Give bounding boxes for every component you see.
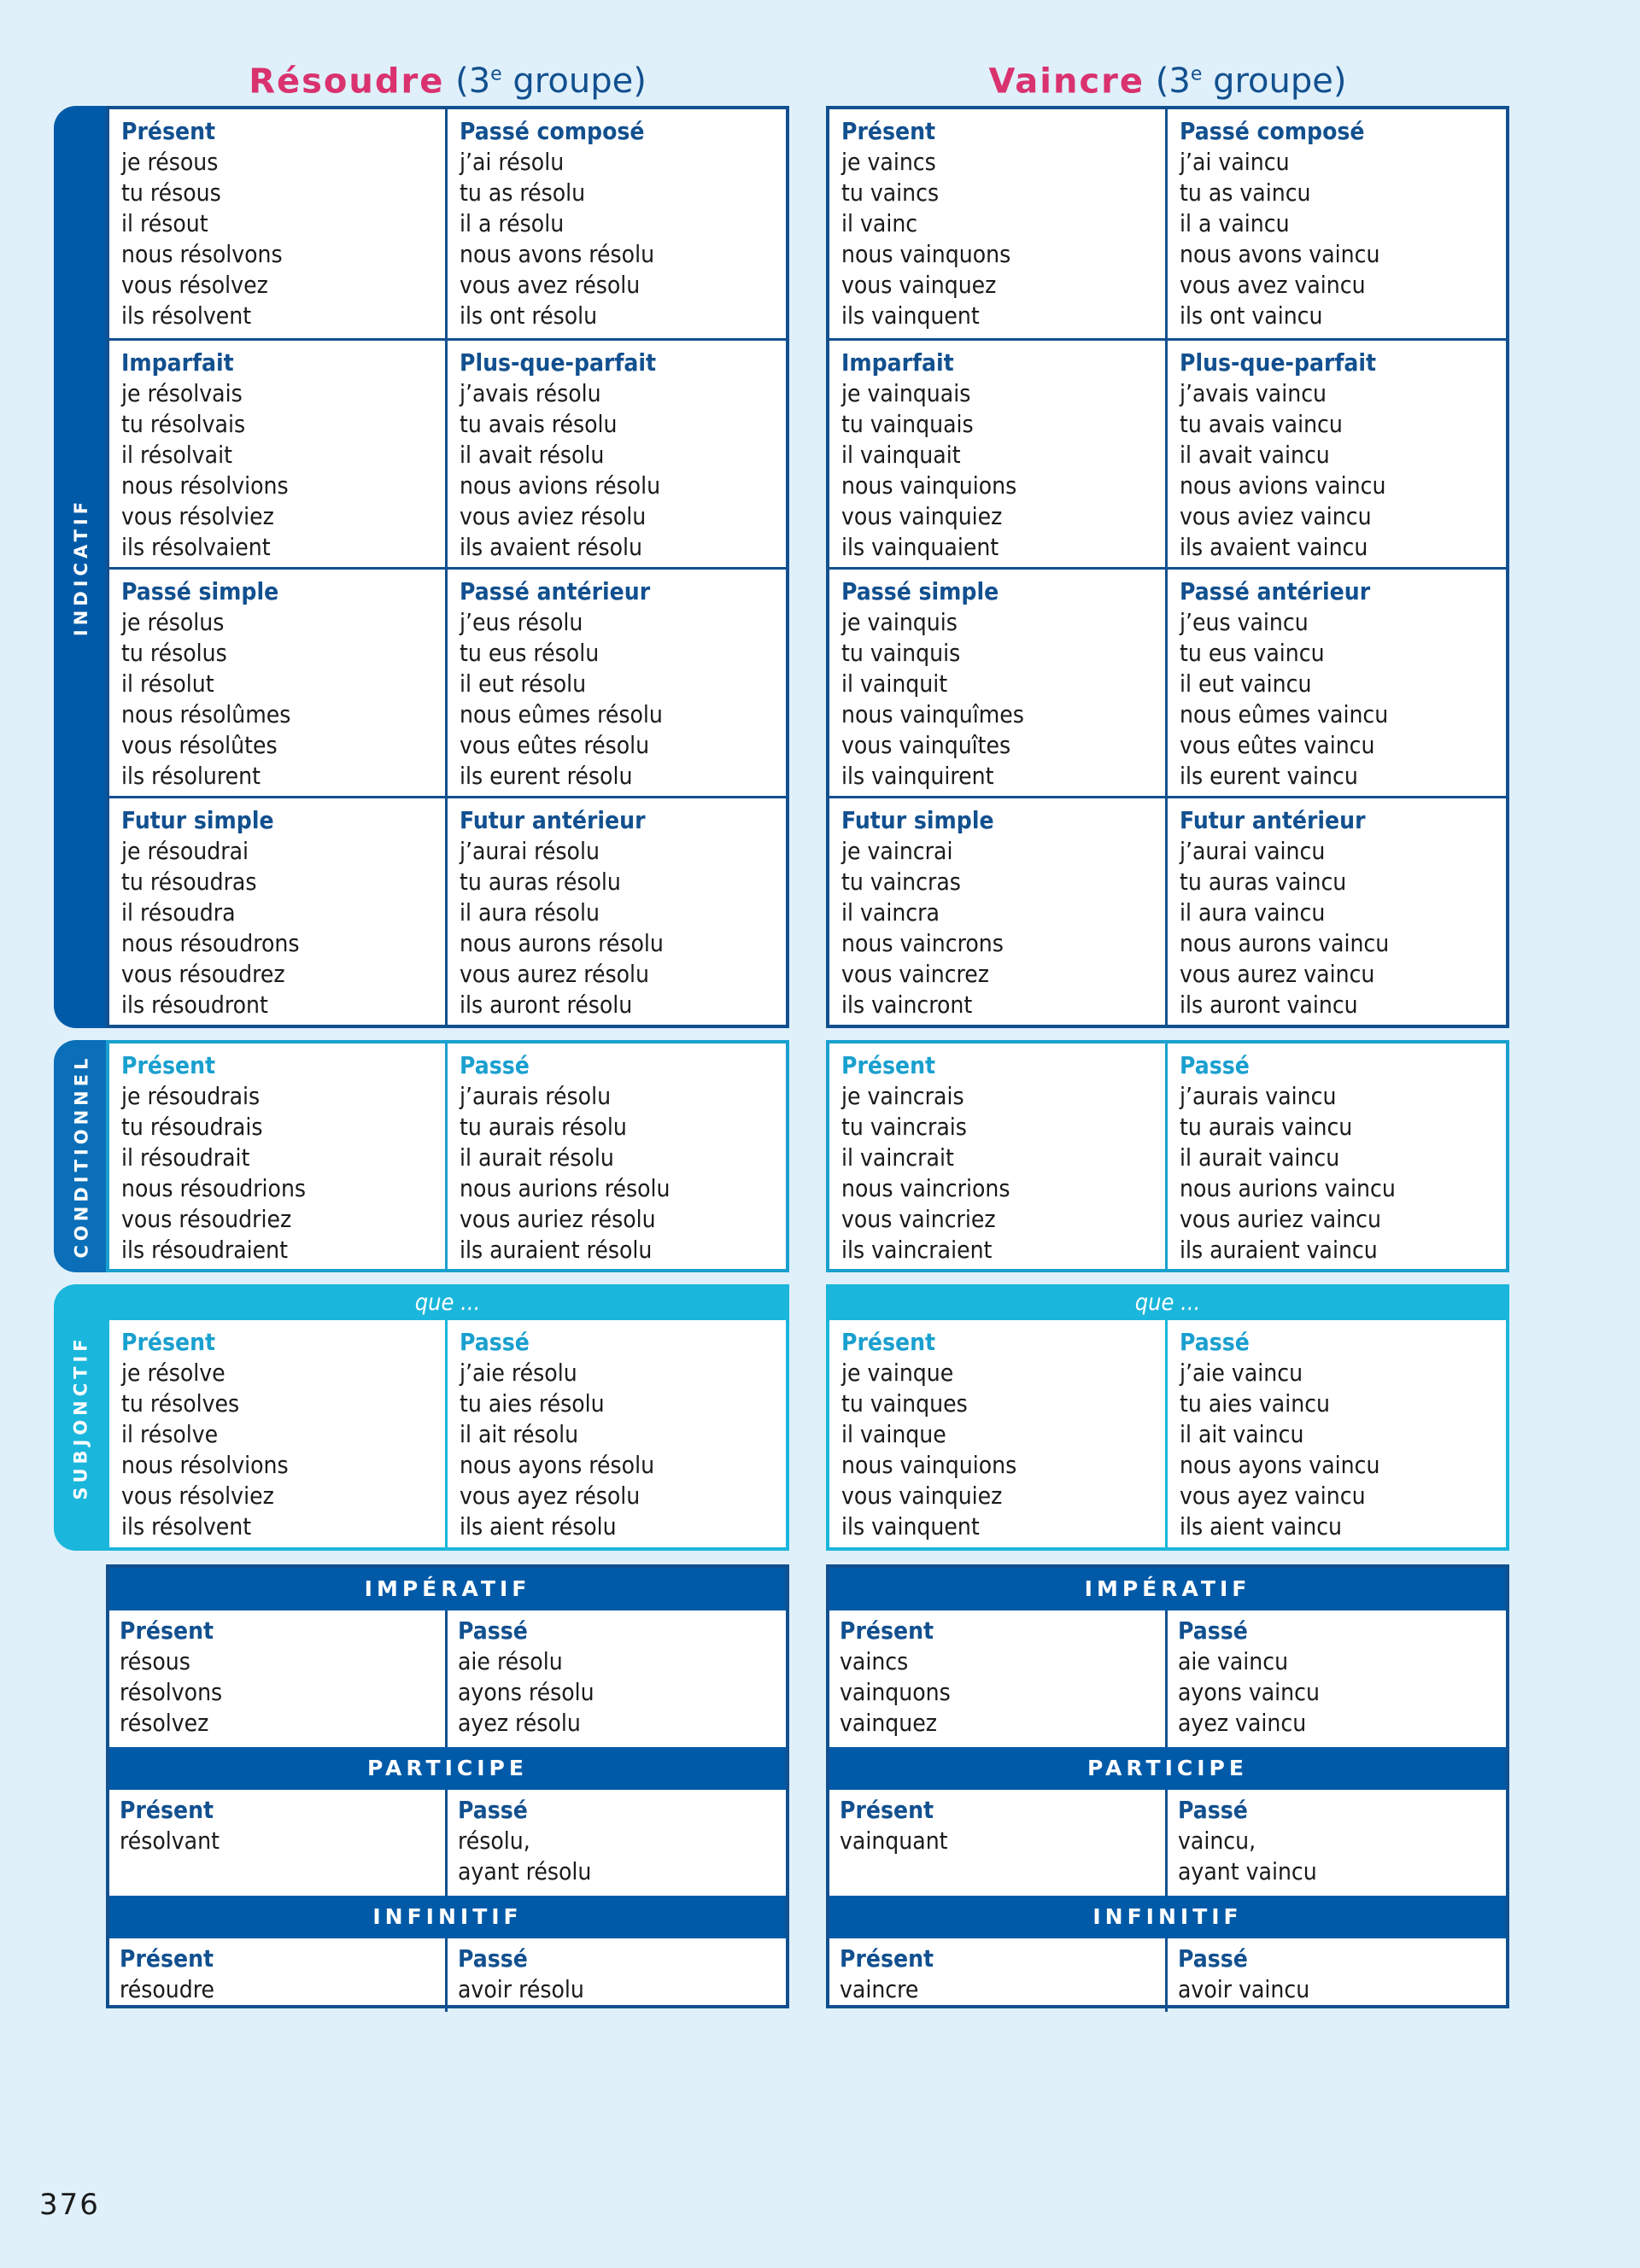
tense-name: Passé: [458, 1796, 528, 1824]
conjugated-form: j’eus résolu: [460, 608, 583, 636]
conjugated-form: ayez vaincu: [1178, 1709, 1307, 1737]
conjugated-form: ils ont résolu: [460, 301, 598, 330]
conjugated-form: tu vainques: [841, 1389, 968, 1418]
conjugated-form: il vainc: [841, 209, 918, 237]
conjugated-form: vous résolviez: [121, 1482, 274, 1510]
conjugated-form: il aurait résolu: [460, 1143, 614, 1172]
conjugated-form: tu résous: [121, 178, 221, 207]
tense-cell: [448, 1043, 786, 1269]
conjugated-form: vous avez vaincu: [1180, 271, 1366, 299]
conjugated-form: avoir résolu: [458, 1975, 584, 2003]
conjugated-form: tu eus vaincu: [1180, 639, 1325, 667]
conjugated-form: nous ayons vaincu: [1180, 1451, 1380, 1479]
conjugated-form: tu avais vaincu: [1180, 410, 1343, 438]
tense-name: Présent: [841, 1328, 936, 1356]
conjugated-form: nous avions vaincu: [1180, 471, 1386, 500]
conjugated-form: vous aviez résolu: [460, 502, 647, 530]
tense-cell: [1168, 796, 1506, 1025]
conjugated-form: tu auras vaincu: [1180, 868, 1347, 896]
tense-name: Futur antérieur: [1180, 806, 1366, 834]
tense-cell: [109, 1790, 448, 1896]
conjugated-form: nous vainquons: [841, 240, 1011, 268]
section-body-participe: [109, 1790, 786, 1896]
conjugated-form: nous vainquions: [841, 471, 1017, 500]
conjugated-form: vous auriez vaincu: [1180, 1205, 1382, 1233]
conjugated-form: nous avions résolu: [460, 471, 661, 500]
conjugated-form: je résoudrai: [121, 837, 249, 865]
tense-cell: [829, 1610, 1168, 1747]
conjugated-form: ils avaient vaincu: [1180, 533, 1368, 561]
tense-cell: [109, 1320, 448, 1547]
tense-name: Passé composé: [460, 117, 645, 145]
conjugated-form: aie vaincu: [1178, 1647, 1289, 1675]
tense-cell: [448, 1610, 786, 1747]
tense-name: Passé simple: [121, 577, 279, 605]
conjugated-form: tu résoudras: [121, 868, 257, 896]
mood-tab-indicatif: INDICATIF: [54, 106, 108, 1028]
tense-name: Passé: [1180, 1328, 1250, 1356]
conjugated-form: il avait vaincu: [1180, 441, 1330, 469]
conjugated-form: ils résolvent: [121, 1512, 252, 1540]
tense-cell: [448, 338, 786, 567]
conjugated-form: il vaincra: [841, 898, 940, 926]
bottom-moods-box: [106, 1564, 789, 2008]
conjugated-form: ils vainquirent: [841, 762, 994, 790]
conjugated-form: vous ayez vaincu: [1180, 1482, 1366, 1510]
conjugated-form: tu résolus: [121, 639, 227, 667]
tense-name: Présent: [121, 1328, 216, 1356]
tense-cell: [109, 567, 448, 796]
conjugated-form: tu vaincras: [841, 868, 961, 896]
section-header-participe: PARTICIPE: [829, 1747, 1506, 1790]
que-bar: que ...: [826, 1284, 1509, 1322]
tense-cell: [1168, 338, 1506, 567]
conjugated-form: je vainque: [841, 1359, 954, 1387]
conditionnel-table: [106, 1040, 789, 1272]
conjugated-form: il a résolu: [460, 209, 565, 237]
conjugated-form: vainquez: [840, 1709, 937, 1737]
conjugated-form: ayant résolu: [458, 1857, 592, 1885]
tense-name: Passé: [460, 1328, 530, 1356]
conjugated-form: il ait vaincu: [1180, 1420, 1304, 1448]
tense-name: Futur simple: [121, 806, 274, 834]
conjugated-form: il vaincrait: [841, 1143, 954, 1172]
conjugated-form: je résolve: [121, 1359, 226, 1387]
conjugated-form: ils eurent résolu: [460, 762, 633, 790]
conjugated-form: nous résolûmes: [121, 700, 291, 728]
conjugated-form: il résolve: [121, 1420, 219, 1448]
conjugated-form: ils aient vaincu: [1180, 1512, 1343, 1540]
conjugated-form: résoudre: [120, 1975, 214, 2003]
tense-name: Présent: [120, 1616, 214, 1645]
tense-name: Plus-que-parfait: [460, 348, 657, 377]
conjugated-form: il résolvait: [121, 441, 232, 469]
conjugated-form: il résout: [121, 209, 208, 237]
indicatif-table: [106, 106, 789, 1028]
section-header-participe: PARTICIPE: [109, 1747, 786, 1790]
tense-name: Présent: [121, 117, 216, 145]
conjugated-form: j’ai vaincu: [1180, 148, 1290, 176]
conjugated-form: vous résoudrez: [121, 960, 285, 988]
tense-name: Présent: [840, 1616, 934, 1645]
conjugated-form: j’eus vaincu: [1180, 608, 1309, 636]
tense-name: Présent: [841, 117, 936, 145]
conjugated-form: nous résolvions: [121, 1451, 289, 1479]
tense-name: Passé antérieur: [1180, 577, 1371, 605]
conjugated-form: tu aurais vaincu: [1180, 1113, 1353, 1141]
conjugated-form: ils aient résolu: [460, 1512, 617, 1540]
tense-name: Présent: [841, 1051, 936, 1079]
tense-cell: [1168, 1938, 1506, 2012]
tense-cell: [1168, 1043, 1506, 1269]
tense-name: Présent: [121, 1051, 216, 1079]
conjugated-form: tu avais résolu: [460, 410, 618, 438]
tense-cell: [1168, 1790, 1506, 1896]
tense-cell: [829, 338, 1168, 567]
tense-name: Futur antérieur: [460, 806, 646, 834]
bottom-moods-box: [826, 1564, 1509, 2008]
tense-name: Passé simple: [841, 577, 999, 605]
conjugated-form: je résous: [121, 148, 219, 176]
verb-title: [826, 53, 1509, 102]
conjugated-form: tu as vaincu: [1180, 178, 1311, 207]
conjugated-form: vainquant: [840, 1827, 948, 1855]
conjugated-form: ils résolurent: [121, 762, 261, 790]
tense-cell: [109, 1043, 448, 1269]
section-header-infinitif: INFINITIF: [829, 1896, 1506, 1938]
conjugated-form: tu vaincrais: [841, 1113, 967, 1141]
conjugated-form: résolvez: [120, 1709, 209, 1737]
conjugated-form: ils auront résolu: [460, 991, 633, 1019]
conjugated-form: tu vainquais: [841, 410, 974, 438]
tense-name: Passé: [458, 1944, 528, 1973]
section-body-imperatif: [109, 1610, 786, 1747]
tense-cell: [109, 338, 448, 567]
conjugated-form: nous résolvons: [121, 240, 283, 268]
conjugated-form: ils vainquent: [841, 1512, 980, 1540]
tense-cell: [448, 796, 786, 1025]
tense-name: Futur simple: [841, 806, 994, 834]
conjugated-form: j’aie résolu: [460, 1359, 577, 1387]
conjugated-form: j’aurais vaincu: [1180, 1082, 1337, 1110]
conjugated-form: résous: [120, 1647, 190, 1675]
conjugated-form: il avait résolu: [460, 441, 605, 469]
conjugated-form: ayons vaincu: [1178, 1678, 1320, 1706]
tense-cell: [109, 109, 448, 338]
conjugated-form: nous vaincrons: [841, 929, 1004, 957]
conjugated-form: vous aurez résolu: [460, 960, 650, 988]
conjugated-form: nous vainquîmes: [841, 700, 1024, 728]
tense-cell: [448, 1790, 786, 1896]
conjugated-form: ils résolvent: [121, 301, 252, 330]
conjugated-form: tu auras résolu: [460, 868, 621, 896]
conjugated-form: il résoudra: [121, 898, 236, 926]
conjugated-form: ils auront vaincu: [1180, 991, 1358, 1019]
conjugated-form: ils auraient vaincu: [1180, 1236, 1378, 1264]
conjugated-form: ils ont vaincu: [1180, 301, 1323, 330]
conjugated-form: j’avais résolu: [460, 379, 601, 407]
conjugated-form: résolvant: [120, 1827, 220, 1855]
section-body-participe: [829, 1790, 1506, 1896]
conjugated-form: il aura vaincu: [1180, 898, 1326, 926]
tense-name: Passé: [458, 1616, 528, 1645]
conjugated-form: tu eus résolu: [460, 639, 600, 667]
tense-cell: [829, 567, 1168, 796]
conjugated-form: nous aurions vaincu: [1180, 1174, 1396, 1202]
verb-group: (3e groupe): [1155, 61, 1347, 102]
conjugated-form: tu aies résolu: [460, 1389, 605, 1418]
conjugated-form: il vainquit: [841, 669, 948, 698]
conjugated-form: vous aurez vaincu: [1180, 960, 1375, 988]
conjugated-form: ils avaient résolu: [460, 533, 642, 561]
conjugated-form: vous eûtes résolu: [460, 731, 650, 759]
tense-name: Présent: [840, 1944, 934, 1973]
conjugated-form: nous aurons vaincu: [1180, 929, 1390, 957]
tense-cell: [448, 1320, 786, 1547]
verb-name: Vaincre: [988, 61, 1145, 102]
conjugated-form: nous aurions résolu: [460, 1174, 671, 1202]
tense-name: Présent: [120, 1944, 214, 1973]
conjugated-form: vous vainquez: [841, 271, 997, 299]
conjugated-form: vous avez résolu: [460, 271, 641, 299]
conjugated-form: vous résolûtes: [121, 731, 278, 759]
mood-tab-subjonctif: SUBJONCTIF: [54, 1284, 108, 1551]
tense-name: Passé: [1180, 1051, 1250, 1079]
conjugated-form: nous avons résolu: [460, 240, 655, 268]
conjugated-form: il ait résolu: [460, 1420, 579, 1448]
tense-cell: [448, 109, 786, 338]
conjugated-form: vous vaincrez: [841, 960, 990, 988]
conjugated-form: il résolut: [121, 669, 214, 698]
section-header-imperatif: IMPÉRATIF: [829, 1568, 1506, 1610]
conjugated-form: ils résolvaient: [121, 533, 271, 561]
tense-name: Plus-que-parfait: [1180, 348, 1377, 377]
tense-name: Imparfait: [121, 348, 234, 377]
conjugated-form: ayant vaincu: [1178, 1857, 1317, 1885]
conjugated-form: je vaincs: [841, 148, 936, 176]
conjugated-form: je vainquis: [841, 608, 958, 636]
tense-name: Présent: [840, 1796, 934, 1824]
subjonctif-table: [826, 1320, 1509, 1551]
verb-name: Résoudre: [249, 61, 445, 102]
conjugated-form: ils auraient résolu: [460, 1236, 653, 1264]
conjugated-form: vous aviez vaincu: [1180, 502, 1372, 530]
tense-cell: [1168, 1320, 1506, 1547]
conjugated-form: j’aurai vaincu: [1180, 837, 1326, 865]
conjugated-form: résolvons: [120, 1678, 223, 1706]
tense-name: Passé: [1178, 1944, 1248, 1973]
conjugated-form: aie résolu: [458, 1647, 563, 1675]
conjugated-form: je vaincrais: [841, 1082, 964, 1110]
verb-title: [106, 53, 789, 102]
conjugated-form: ils vainquaient: [841, 533, 999, 561]
conjugated-form: nous vaincrions: [841, 1174, 1010, 1202]
conjugated-form: il aurait vaincu: [1180, 1143, 1340, 1172]
conjugated-form: ils vaincraient: [841, 1236, 993, 1264]
conjugated-form: nous avons vaincu: [1180, 240, 1380, 268]
conjugated-form: vous résoudriez: [121, 1205, 292, 1233]
tense-cell: [829, 1320, 1168, 1547]
tense-name: Passé: [1178, 1796, 1248, 1824]
conjugated-form: il vainquait: [841, 441, 961, 469]
indicatif-table: [826, 106, 1509, 1028]
tense-cell: [1168, 1610, 1506, 1747]
tense-cell: [1168, 109, 1506, 338]
conjugated-form: vous vainquiez: [841, 1482, 1003, 1510]
tense-name: Présent: [120, 1796, 214, 1824]
conjugated-form: vous ayez résolu: [460, 1482, 641, 1510]
conjugated-form: vaincs: [840, 1647, 909, 1675]
tense-cell: [448, 1938, 786, 2012]
conjugated-form: ils vainquent: [841, 301, 980, 330]
conjugated-form: ils eurent vaincu: [1180, 762, 1358, 790]
conjugated-form: tu aies vaincu: [1180, 1389, 1331, 1418]
conjugated-form: il eut résolu: [460, 669, 587, 698]
tense-cell: [109, 1938, 448, 2012]
tense-cell: [829, 1043, 1168, 1269]
conjugated-form: ils vaincront: [841, 991, 973, 1019]
conjugated-form: nous résolvions: [121, 471, 289, 500]
tense-cell: [1168, 567, 1506, 796]
conjugated-form: vous résolvez: [121, 271, 268, 299]
conjugated-form: ils résoudraient: [121, 1236, 288, 1264]
mood-tab-conditionnel: CONDITIONNEL: [54, 1040, 108, 1272]
conjugated-form: il vainque: [841, 1420, 946, 1448]
conjugated-form: nous eûmes résolu: [460, 700, 663, 728]
conjugated-form: résolu,: [458, 1827, 530, 1855]
section-body-infinitif: [109, 1938, 786, 2012]
conjugated-form: tu résolves: [121, 1389, 240, 1418]
conjugated-form: il eut vaincu: [1180, 669, 1312, 698]
conjugated-form: vous eûtes vaincu: [1180, 731, 1375, 759]
conjugated-form: j’ai résolu: [460, 148, 565, 176]
subjonctif-table: [106, 1320, 789, 1551]
conjugated-form: ils résoudront: [121, 991, 268, 1019]
conjugated-form: tu aurais résolu: [460, 1113, 627, 1141]
conjugated-form: ayez résolu: [458, 1709, 581, 1737]
conjugated-form: tu as résolu: [460, 178, 586, 207]
conjugated-form: tu vainquis: [841, 639, 961, 667]
conjugated-form: il résoudrait: [121, 1143, 250, 1172]
tense-cell: [829, 1790, 1168, 1896]
conjugated-form: j’aie vaincu: [1180, 1359, 1303, 1387]
conjugated-form: nous aurons résolu: [460, 929, 664, 957]
tense-name: Passé antérieur: [460, 577, 651, 605]
conjugated-form: vaincu,: [1178, 1827, 1256, 1855]
conjugated-form: vous vaincriez: [841, 1205, 996, 1233]
conjugated-form: vous vainquiez: [841, 502, 1003, 530]
conjugated-form: vous résolviez: [121, 502, 274, 530]
conjugated-form: je résoudrais: [121, 1082, 261, 1110]
conjugated-form: nous résoudrons: [121, 929, 300, 957]
conjugated-form: il a vaincu: [1180, 209, 1290, 237]
conjugated-form: nous résoudrions: [121, 1174, 307, 1202]
tense-cell: [829, 109, 1168, 338]
conjugated-form: j’aurais résolu: [460, 1082, 612, 1110]
conjugated-form: vous vainquîtes: [841, 731, 1011, 759]
conjugated-form: il aura résolu: [460, 898, 600, 926]
conditionnel-table: [826, 1040, 1509, 1272]
section-body-infinitif: [829, 1938, 1506, 2012]
conjugated-form: tu résolvais: [121, 410, 246, 438]
conjugated-form: ayons résolu: [458, 1678, 594, 1706]
tense-cell: [109, 796, 448, 1025]
tense-name: Passé: [1178, 1616, 1248, 1645]
conjugated-form: nous ayons résolu: [460, 1451, 655, 1479]
conjugated-form: tu résoudrais: [121, 1113, 263, 1141]
tense-name: Passé: [460, 1051, 530, 1079]
section-header-imperatif: IMPÉRATIF: [109, 1568, 786, 1610]
conjugated-form: vous auriez résolu: [460, 1205, 656, 1233]
conjugated-form: j’avais vaincu: [1180, 379, 1327, 407]
conjugated-form: je résolus: [121, 608, 225, 636]
conjugated-form: nous vainquions: [841, 1451, 1017, 1479]
tense-name: Passé composé: [1180, 117, 1365, 145]
conjugated-form: je vaincrai: [841, 837, 953, 865]
section-header-infinitif: INFINITIF: [109, 1896, 786, 1938]
verb-group: (3e groupe): [455, 61, 647, 102]
tense-cell: [109, 1610, 448, 1747]
conjugated-form: vaincre: [840, 1975, 919, 2003]
que-bar: que ...: [106, 1284, 789, 1322]
conjugated-form: vainquons: [840, 1678, 951, 1706]
tense-cell: [829, 796, 1168, 1025]
tense-cell: [829, 1938, 1168, 2012]
conjugated-form: je vainquais: [841, 379, 971, 407]
page-number: 376: [39, 2188, 100, 2222]
conjugated-form: j’aurai résolu: [460, 837, 600, 865]
conjugated-form: avoir vaincu: [1178, 1975, 1310, 2003]
conjugated-form: tu vaincs: [841, 178, 940, 207]
section-body-imperatif: [829, 1610, 1506, 1747]
tense-name: Imparfait: [841, 348, 954, 377]
tense-cell: [448, 567, 786, 796]
conjugated-form: nous eûmes vaincu: [1180, 700, 1389, 728]
conjugated-form: je résolvais: [121, 379, 243, 407]
